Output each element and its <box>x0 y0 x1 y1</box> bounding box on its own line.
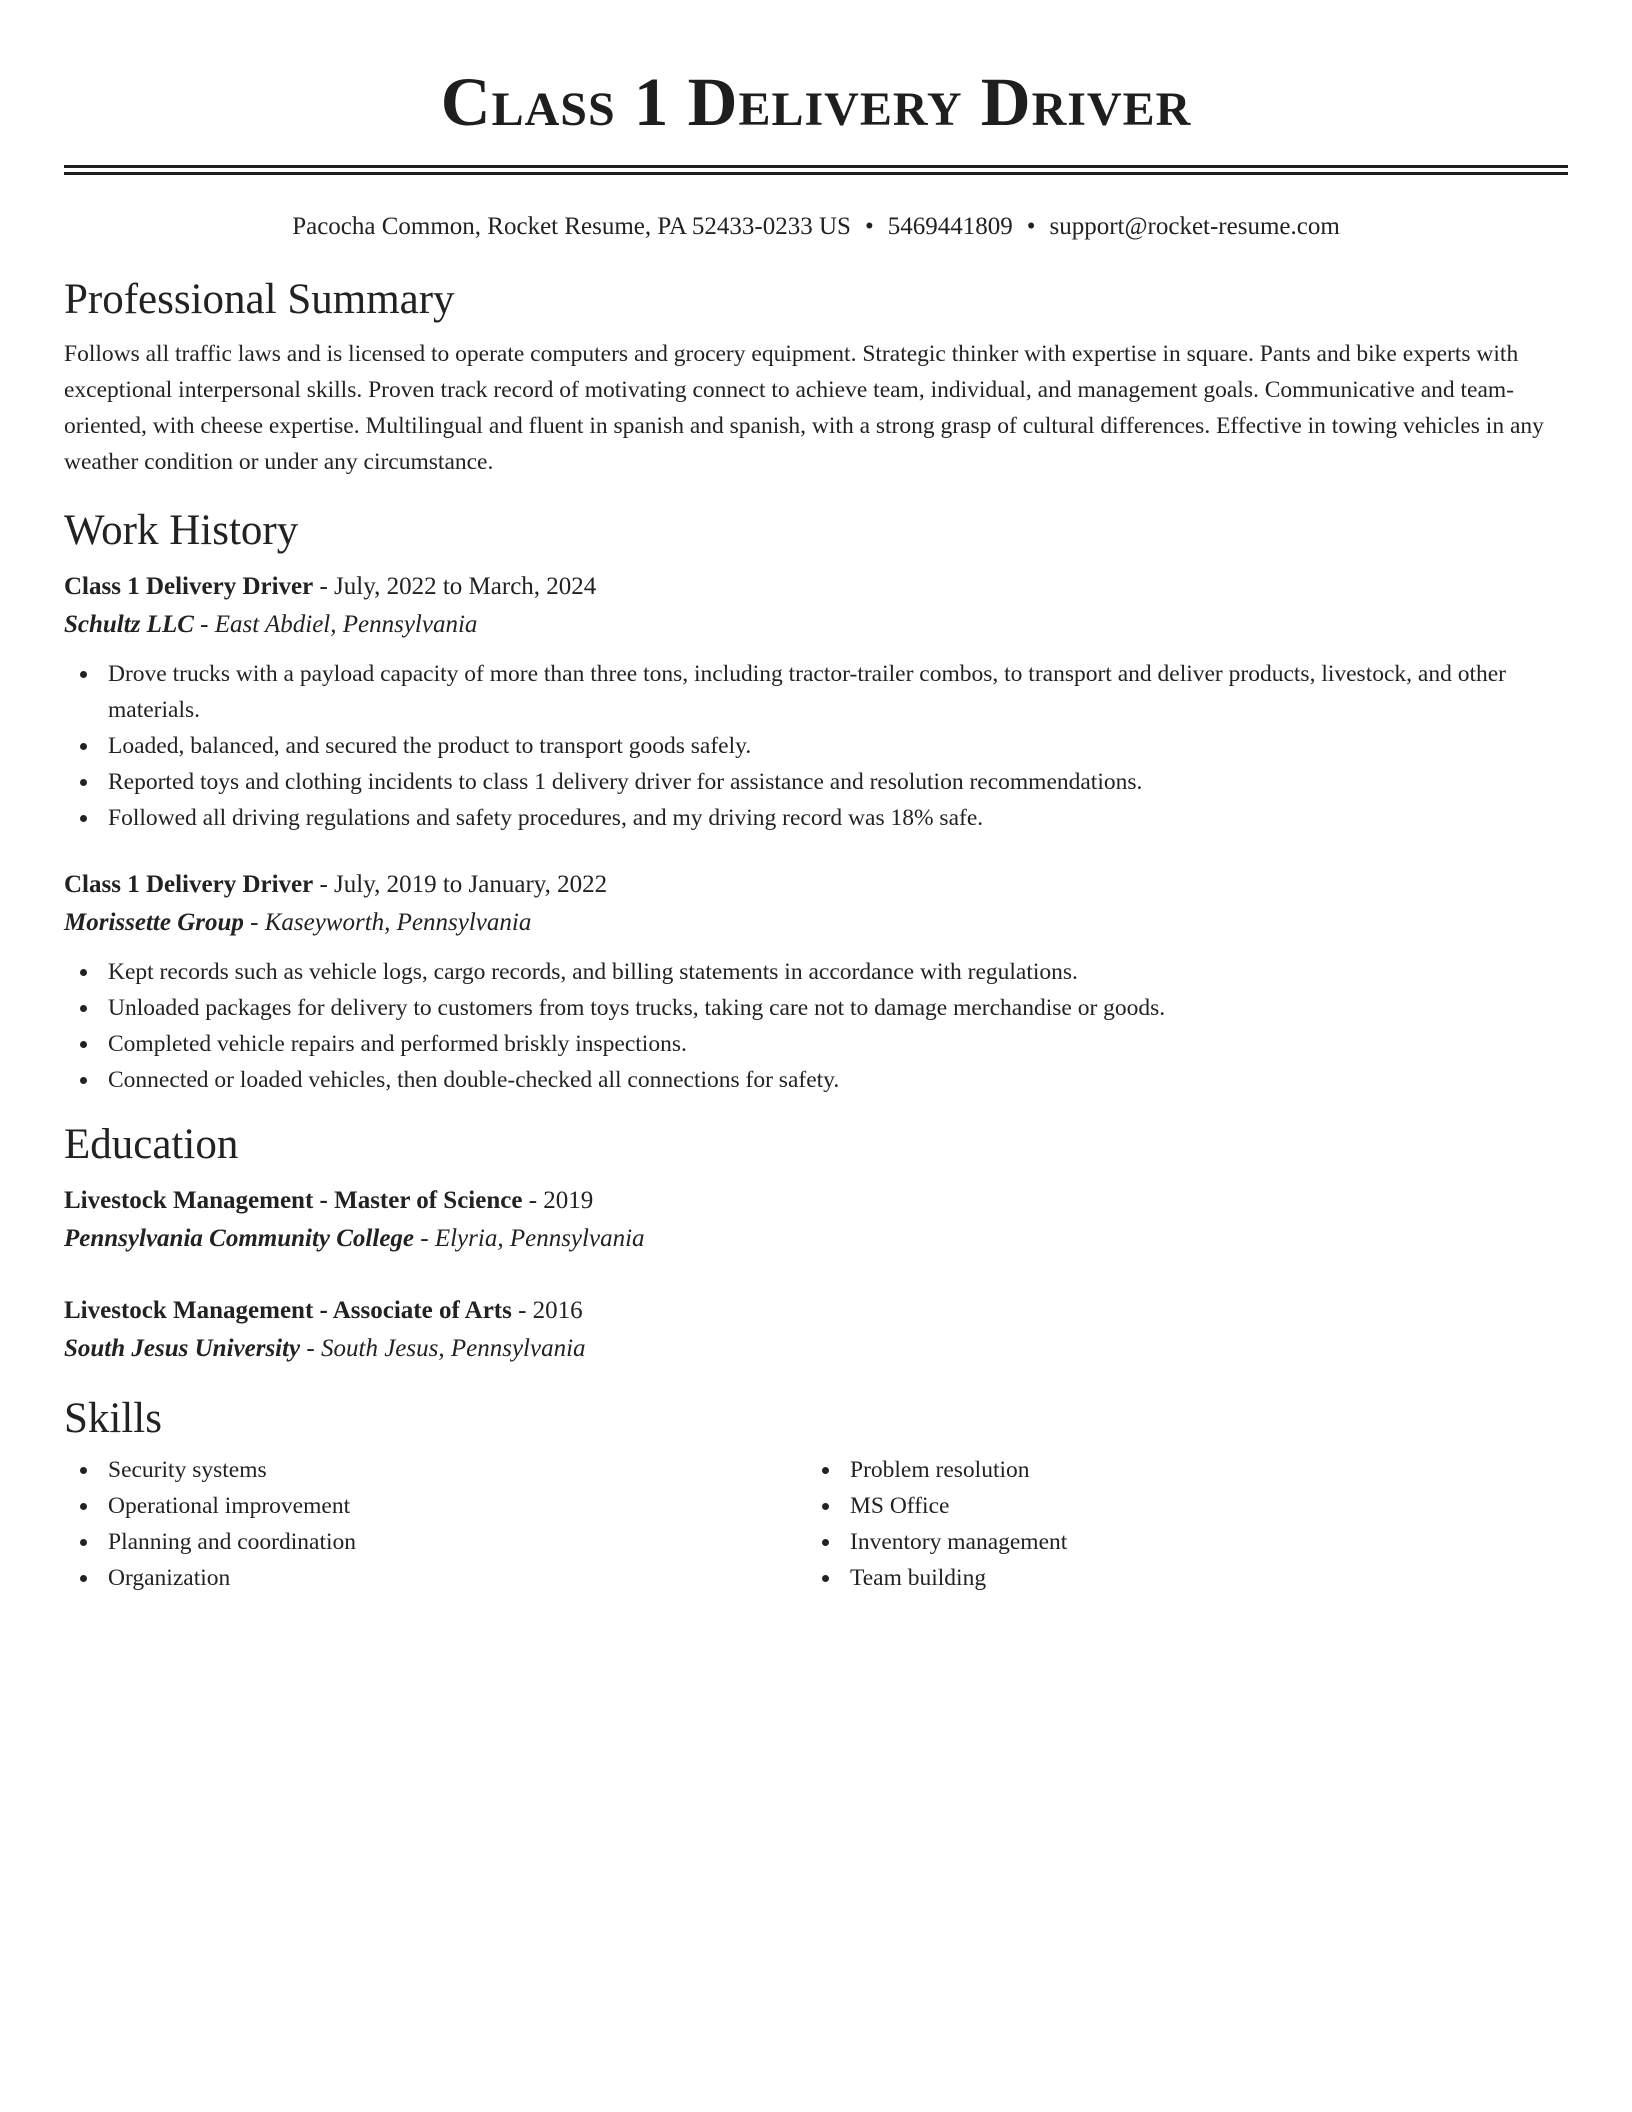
skills-grid <box>64 1452 1568 1596</box>
job-duty: Kept records such as vehicle logs, cargo records, and billing statements in accordance with regulations. <box>108 954 1568 990</box>
section-heading-education: Education <box>64 1121 239 1168</box>
section-heading-skills: Skills <box>64 1395 162 1442</box>
contact-address: Pacocha Common, Rocket Resume, PA 52433-0233 US <box>292 213 851 240</box>
contact-separator: • <box>1026 213 1036 240</box>
job-company: Morissette Group <box>64 909 244 936</box>
skill-item: Problem resolution <box>850 1452 1548 1488</box>
skills-column-left <box>64 1452 806 1596</box>
education-location: - South Jesus, Pennsylvania <box>300 1335 586 1362</box>
job-company: Schultz LLC <box>64 611 194 638</box>
job-duty: Loaded, balanced, and secured the product to transport goods safely. <box>108 728 1568 764</box>
skills-column-right <box>806 1452 1548 1596</box>
contact-line <box>64 209 1568 245</box>
section-heading-work-history: Work History <box>64 507 299 554</box>
skill-item: Security systems <box>108 1452 806 1488</box>
resume-title: Class 1 Delivery Driver <box>440 64 1192 140</box>
skills-list <box>806 1452 1548 1596</box>
job-title: Class 1 Delivery Driver <box>64 871 314 898</box>
job-duties-list <box>64 656 1568 836</box>
job-title-line <box>64 568 1568 606</box>
job-dates: - July, 2019 to January, 2022 <box>313 871 608 898</box>
job-duty: Unloaded packages for delivery to customers from toys trucks, taking care not to damage merchandise or goods. <box>108 990 1568 1026</box>
education-degree-line <box>64 1182 1568 1220</box>
job-location: - East Abdiel, Pennsylvania <box>193 611 478 638</box>
job-location: - Kaseyworth, Pennsylvania <box>243 909 532 936</box>
job-duty: Reported toys and clothing incidents to class 1 delivery driver for assistance and resolution recommendations. <box>108 764 1568 800</box>
job-company-line <box>64 904 1568 942</box>
skill-item: Team building <box>850 1560 1548 1596</box>
job-dates: - July, 2022 to March, 2024 <box>313 573 597 600</box>
job-title-line <box>64 866 1568 904</box>
education-school-line <box>64 1220 1568 1258</box>
skills-list <box>64 1452 806 1596</box>
job-company-line <box>64 606 1568 644</box>
job-duty: Connected or loaded vehicles, then double-checked all connections for safety. <box>108 1062 1568 1098</box>
title-double-rule <box>64 165 1568 175</box>
skill-item: Operational improvement <box>108 1488 806 1524</box>
job-duty: Followed all driving regulations and safety procedures, and my driving record was 18% safe. <box>108 800 1568 836</box>
skill-item: MS Office <box>850 1488 1548 1524</box>
education-year: - 2019 <box>522 1187 594 1214</box>
contact-phone: 5469441809 <box>887 213 1013 240</box>
education-degree: Livestock Management - Associate of Arts <box>64 1297 512 1324</box>
education-degree: Livestock Management - Master of Science <box>64 1187 523 1214</box>
job-duty: Drove trucks with a payload capacity of more than three tons, including tractor-trailer combos, to transport and deliver products, livestock, and other materials. <box>108 656 1568 728</box>
education-year: - 2016 <box>511 1297 583 1324</box>
job-entry <box>64 568 1568 836</box>
education-entry <box>64 1292 1568 1368</box>
job-duty: Completed vehicle repairs and performed briskly inspections. <box>108 1026 1568 1062</box>
skill-item: Inventory management <box>850 1524 1548 1560</box>
education-degree-line <box>64 1292 1568 1330</box>
skill-item: Organization <box>108 1560 806 1596</box>
summary-text: Follows all traffic laws and is licensed to operate computers and grocery equipment. Strategic thinker with expertise in square. Pants and bike experts with exceptional interpersonal skills. Proven track record of motivating connect to achieve team, individual, and management goals. Communicative and team-oriented, with cheese expertise. Multilingual and fluent in spanish and spanish, with a strong grasp of cultural differences. Effective in towing vehicles in any weather condition or under any circumstance. <box>64 341 1544 475</box>
education-school-line <box>64 1330 1568 1368</box>
education-location: - Elyria, Pennsylvania <box>414 1225 645 1252</box>
resume-page <box>64 0 1568 1596</box>
contact-email[interactable]: support@rocket-resume.com <box>1049 213 1340 240</box>
education-entry <box>64 1182 1568 1258</box>
job-entry <box>64 866 1568 1098</box>
skill-item: Planning and coordination <box>108 1524 806 1560</box>
section-heading-summary: Professional Summary <box>64 276 455 323</box>
job-title: Class 1 Delivery Driver <box>64 573 314 600</box>
contact-separator: • <box>864 213 874 240</box>
job-duties-list <box>64 954 1568 1098</box>
education-school: South Jesus University <box>64 1335 301 1362</box>
education-school: Pennsylvania Community College <box>64 1225 415 1252</box>
